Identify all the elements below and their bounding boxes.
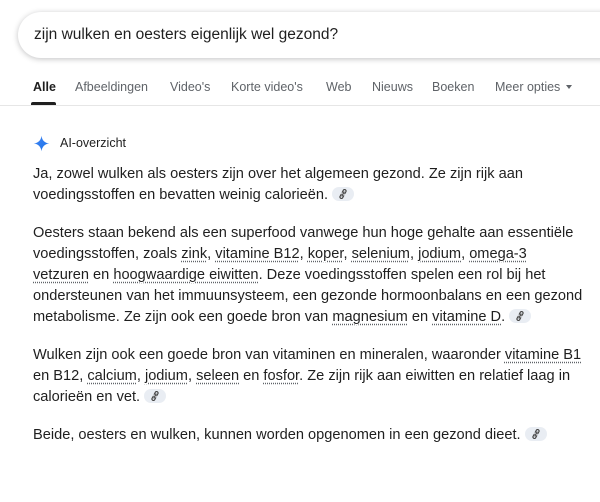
search-input[interactable] <box>34 26 600 44</box>
term-link-hoogwaardige-eiwitten[interactable]: hoogwaardige eiwitten <box>113 267 259 283</box>
ai-overview-content <box>33 164 583 463</box>
active-tab-indicator <box>31 102 56 105</box>
source-link-chip[interactable] <box>509 309 531 323</box>
term-link-omega-3-vetzuren[interactable]: omega-3 vetzuren <box>33 246 527 283</box>
tab-nieuws[interactable]: Nieuws <box>372 80 413 94</box>
text-segment: , <box>343 246 352 262</box>
sparkle-icon <box>33 135 50 152</box>
term-link-vitamine-d[interactable]: vitamine D <box>432 309 502 325</box>
ai-paragraph-3 <box>33 345 583 408</box>
ai-overview-title: AI-overzicht <box>60 136 126 150</box>
term-link-seleen[interactable]: seleen <box>196 368 240 384</box>
link-icon <box>530 429 542 439</box>
search-tabs <box>0 66 600 106</box>
text-segment: , <box>207 246 216 262</box>
tab-meer-opties-label: Meer opties <box>495 80 561 94</box>
term-link-fosfor[interactable]: fosfor <box>263 368 300 384</box>
term-link-jodium[interactable]: jodium <box>418 246 462 262</box>
term-link-magnesium[interactable]: magnesium <box>332 309 408 325</box>
text-segment: Wulken zijn ook een goede bron van vitaminen en mineralen, waaronder <box>33 347 505 363</box>
text-segment: en <box>88 267 114 283</box>
source-link-chip[interactable] <box>332 187 354 201</box>
text-segment: , <box>136 368 145 384</box>
ai-paragraph-2 <box>33 223 583 328</box>
tab-korte-videos[interactable]: Korte video's <box>231 80 303 94</box>
tab-videos[interactable]: Video's <box>170 80 211 94</box>
tab-meer-opties[interactable] <box>495 80 572 94</box>
text-segment: , <box>461 246 470 262</box>
text-segment: , <box>409 246 419 262</box>
term-link-calcium[interactable]: calcium <box>87 368 137 384</box>
text-segment: en <box>239 368 264 384</box>
text-segment: Oesters staan bekend als een superfood vanwege hun hoge gehalte aan essentiële voedingsstoffen, zoals <box>33 225 574 262</box>
tab-afbeeldingen[interactable]: Afbeeldingen <box>75 80 148 94</box>
term-link-vitamine-b1[interactable]: vitamine B1 <box>504 347 582 363</box>
source-link-chip[interactable] <box>525 427 547 441</box>
term-link-jodium[interactable]: jodium <box>144 368 188 384</box>
tab-boeken[interactable]: Boeken <box>432 80 475 94</box>
link-icon <box>514 311 526 321</box>
text-segment: , <box>299 246 308 262</box>
text-segment: . Deze voedingsstoffen spelen een rol bij het ondersteunen van het immuunsysteem, een gezonde hormoonbalans en een gezond metabolisme. Ze zijn ook een goede bron van <box>33 267 583 325</box>
text-segment: . <box>501 309 506 325</box>
text-segment: , <box>187 368 197 384</box>
link-icon <box>337 189 349 199</box>
caret-down-icon <box>566 85 572 89</box>
tab-web[interactable]: Web <box>326 80 352 94</box>
ai-paragraph-4 <box>33 425 583 446</box>
term-link-selenium[interactable]: selenium <box>351 246 410 262</box>
ai-paragraph-1-text: Ja, zowel wulken als oesters zijn over het algemeen gezond. Ze zijn rijk aan voedingsstoffen en bevatten weinig calorieën. <box>33 166 523 203</box>
link-icon <box>149 391 161 401</box>
tab-alle[interactable]: Alle <box>33 80 56 94</box>
text-segment: . Ze zijn rijk aan eiwitten en relatief laag in calorieën en vet. <box>33 368 571 405</box>
text-segment: en B12, <box>33 368 88 384</box>
ai-overview-header <box>33 134 126 152</box>
source-link-chip[interactable] <box>144 389 166 403</box>
term-link-vitamine-b12[interactable]: vitamine B12 <box>215 246 300 262</box>
term-link-koper[interactable]: koper <box>307 246 344 262</box>
text-segment: en <box>407 309 433 325</box>
ai-paragraph-4-text: Beide, oesters en wulken, kunnen worden opgenomen in een gezond dieet. <box>33 427 521 443</box>
search-box[interactable] <box>18 12 600 58</box>
term-link-zink[interactable]: zink <box>181 246 208 262</box>
ai-paragraph-1 <box>33 164 583 206</box>
